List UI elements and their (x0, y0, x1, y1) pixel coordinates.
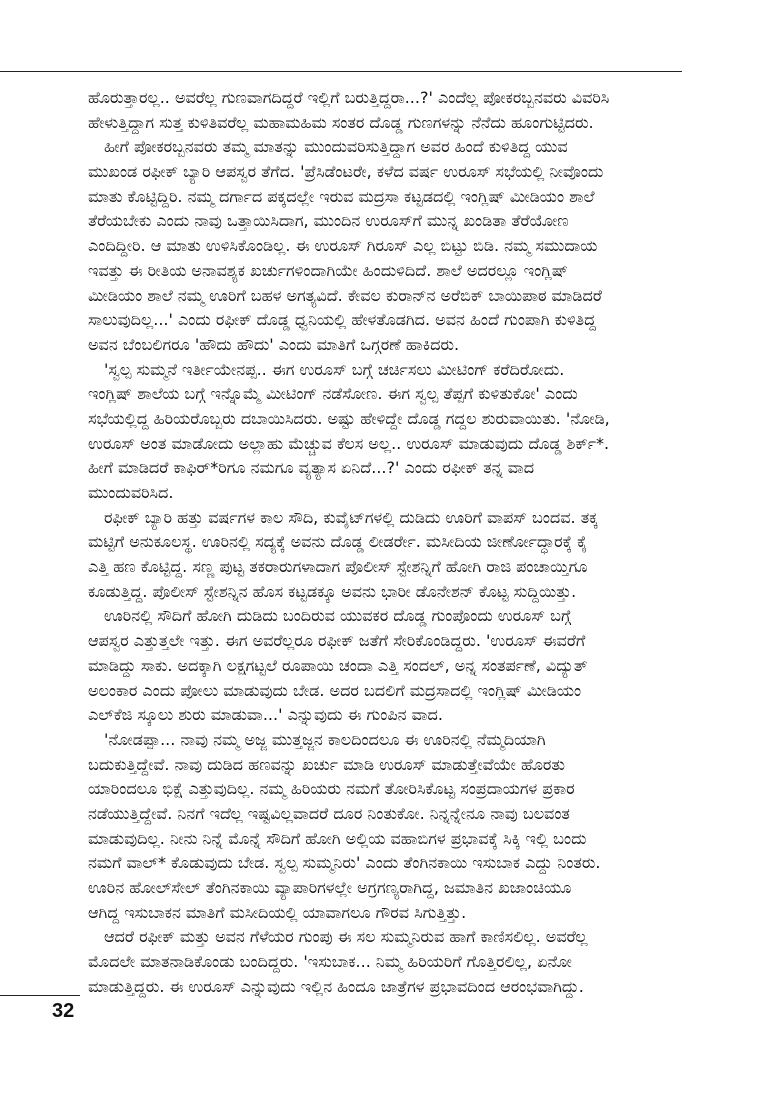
text-line: ಎತ್ತಿ ಹಣ ಕೊಟ್ಟಿದ್ದ. ಸಣ್ಣ ಪುಟ್ಟ ತಕರಾರುಗಳಾದಾಗ ಪೊಲೀಸ್ ಸ್ಟೇಶನ್ನಿಗೆ ಹೋಗಿ ರಾಜಿ ಪಂಚಾಯ್ತಿಗೂ (88, 557, 588, 577)
text-line: ಇಂಗ್ಲಿಷ್ ಶಾಲೆಯ ಬಗ್ಗೆ ಇನ್ನೊಮ್ಮೆ ಮೀಟಿಂಗ್ ನಡೆಸೋಣ. ಈಗ ಸ್ವಲ್ಪ ತೆಪ್ಪಗೆ ಕುಳಿತುಕೋ' ಎಂದು (88, 384, 578, 404)
page-number: 32 (52, 1000, 75, 1022)
text-line: ಹೇಳುತ್ತಿದ್ದಾಗ ಸುತ್ತ ಕುಳಿತಿವರೆಲ್ಲ ಮಹಾಮಹಿಮ ಸಂತರ ದೊಡ್ಡ ಗುಣಗಳನ್ನು ನೆನೆದು ಹೂಂಗುಟ್ಟಿದರು. (88, 112, 594, 132)
text-line: ಮಾಡುವುದಿಲ್ಲ. ನೀನು ನಿನ್ನೆ ಮೊನ್ನೆ ಸೌದಿಗೆ ಹೋಗಿ ಅಲ್ಲಿಯ ವಹಾಬಿಗಳ ಪ್ರಭಾವಕ್ಕೆ ಸಿಕ್ಕಿ ಇಲ್ಲಿ ಬಂದು (88, 828, 587, 848)
text-line: ಊರಿನ ಹೋಲ್‌ಸೇಲ್ ತೆಂಗಿನಕಾಯಿ ವ್ಯಾಪಾರಿಗಳಲ್ಲೇ ಅಗ್ರಗಣ್ಯರಾಗಿದ್ದ, ಜಮಾತಿನ ಖಜಾಂಚಿಯೂ (88, 878, 572, 897)
text-line: ಎಂದಿದ್ದೀರಿ. ಆ ಮಾತು ಉಳಿಸಿಕೊಂಡಿಲ್ಲ. ಈ ಉರೂಸ್ ಗಿರೂಸ್ ಎಲ್ಲ ಬಿಟ್ಟು ಬಿಡಿ. ನಮ್ಮ ಸಮುದಾಯ (88, 236, 598, 256)
text-line: ಬದುಕುತ್ತಿದ್ದೇವೆ. ನಾವು ದುಡಿದ ಹಣವನ್ನು ಖರ್ಚು ಮಾಡಿ ಉರೂಸ್ ಮಾಡುತ್ತೇವೆಯೇ ಹೊರತು (88, 754, 565, 774)
text-line: ಊರಿನಲ್ಲಿ ಸೌದಿಗೆ ಹೋಗಿ ದುಡಿದು ಬಂದಿರುವ ಯುವಕರ ದೊಡ್ಡ ಗುಂಪೊಂದು ಉರೂಸ್ ಬಗ್ಗೆ (104, 606, 572, 626)
text-line: ರಫೀಕ್ ಬ್ಯಾರಿ ಹತ್ತು ವರ್ಷಗಳ ಕಾಲ ಸೌದಿ, ಕುವೈಟ್‌ಗಳಲ್ಲಿ ದುಡಿದು ಊರಿಗೆ ವಾಪಸ್ ಬಂದವ. ತಕ್ಕ (104, 507, 598, 527)
text-line: ಆದರೆ ರಫೀಕ್ ಮತ್ತು ಅವನ ಗೆಳೆಯರ ಗುಂಪು ಈ ಸಲ ಸುಮ್ಮನಿರುವ ಹಾಗೆ ಕಾಣಿಸಲಿಲ್ಲ. ಅವರೆಲ್ಲ (104, 927, 588, 947)
text-line: ಇವತ್ತು ಈ ರೀತಿಯ ಅನಾವಶ್ಯಕ ಖರ್ಚುಗಳಿಂದಾಗಿಯೇ ಹಿಂದುಳಿದಿದೆ. ಶಾಲೆ ಅದರಲ್ಲೂ ಇಂಗ್ಲಿಷ್ (88, 260, 568, 280)
text-line: ಮುಖಂಡ ರಫೀಕ್ ಬ್ಯಾರಿ ಆಪಸ್ವರ ತೆಗೆದ. 'ಪ್ರೆಸಿಡೆಂಟರೇ, ಕಳೆದ ವರ್ಷ ಉರೂಸ್ ಸಭೆಯಲ್ಲಿ ನೀವೊಂದು (88, 162, 604, 182)
text-line: ನಡೆಯುತ್ತಿದ್ದೇವೆ. ನಿನಗೆ ಇದೆಲ್ಲ ಇಷ್ಟವಿಲ್ಲವಾದರೆ ದೂರ ನಿಂತುಕೋ. ನಿನ್ನನ್ನೇನೂ ನಾವು ಬಲವಂತ (88, 803, 570, 823)
text-line: ಸಾಲುವುದಿಲ್ಲ...' ಎಂದು ರಫೀಕ್ ದೊಡ್ಡ ಧ್ವನಿಯಲ್ಲಿ ಹೇಳತೊಡಗಿದ. ಅವನ ಹಿಂದೆ ಗುಂಪಾಗಿ ಕುಳಿತಿದ್ದ (88, 310, 596, 330)
text-line: ಮೀಡಿಯಂ ಶಾಲೆ ನಮ್ಮ ಊರಿಗೆ ಬಹಳ ಅಗತ್ಯವಿದೆ. ಕೇವಲ ಕುರಾನ್‌ನ ಅರೆಬಿಕ್ ಬಾಯಿಪಾಠ ಮಾಡಿದರೆ (88, 285, 602, 305)
text-line: ಕೂಡುತ್ತಿದ್ದ. ಪೊಲೀಸ್ ಸ್ಟೇಶನ್ನಿನ ಹೊಸ ಕಟ್ಟಡಕ್ಕೂ ಅವನು ಭಾರೀ ಡೊನೇಶನ್ ಕೊಟ್ಟ ಸುದ್ದಿಯಿತ್ತು. (88, 581, 577, 601)
text-line: ಉರೂಸ್ ಅಂತ ಮಾಡೋದು ಅಲ್ಲಾಹು ಮೆಚ್ಚುವ ಕೆಲಸ ಅಲ್ಲ.. ಉರೂಸ್ ಮಾಡುವುದು ದೊಡ್ಡ ಶಿರ್ಕ್*. (88, 433, 610, 453)
text-line: ಅಲಂಕಾರ ಎಂದು ಪೋಲು ಮಾಡುವುದು ಬೇಡ. ಅದರ ಬದಲಿಗೆ ಮದ್ರಸಾದಲ್ಲಿ ಇಂಗ್ಲಿಷ್ ಮೀಡಿಯಂ (88, 680, 582, 700)
footer-rule (0, 995, 80, 996)
text-line: ನಮಗೆ ವಾಲ್* ಕೊಡುವುದು ಬೇಡ. ಸ್ವಲ್ಪ ಸುಮ್ಮನಿರು' ಎಂದು ತೆಂಗಿನಕಾಯಿ ಇಸುಬಾಕ ಎದ್ದು ನಿಂತರು. (88, 853, 601, 873)
text-line: ತೆರೆಯಬೇಕು ಎಂದು ನಾವು ಒತ್ತಾಯಿಸಿದಾಗ, ಮುಂದಿನ ಉರೂಸ್‌ಗೆ ಮುನ್ನ ಖಂಡಿತಾ ತೆರೆಯೋಣ (88, 211, 569, 231)
text-line: ಸಭೆಯಲ್ಲಿದ್ದ ಹಿರಿಯರೊಬ್ಬರು ದಬಾಯಿಸಿದರು. ಅಷ್ಟು ಹೇಳಿದ್ದೇ ದೊಡ್ಡ ಗದ್ದಲ ಶುರುವಾಯಿತು. 'ನೋಡಿ, (88, 408, 610, 428)
text-line: ಮಟ್ಟಿಗೆ ಅನುಕೂಲಸ್ಥ. ಊರಿನಲ್ಲಿ ಸದ್ಯಕ್ಕೆ ಅವನು ದೊಡ್ಡ ಲೀಡರ್ರೇ. ಮಸೀದಿಯ ಜೀರ್ಣೋದ್ಧಾರಕ್ಕೆ ಕೈ (88, 532, 588, 552)
text-line: 'ಸ್ವಲ್ಪ ಸುಮ್ಮನೆ ಇರ್ತೀಯೇನಪ್ಪ.. ಈಗ ಉರೂಸ್ ಬಗ್ಗೆ ಚರ್ಚಿಸಲು ಮೀಟಿಂಗ್ ಕರೆದಿರೋದು. (104, 359, 565, 379)
text-line: ಎಲ್‌ಕೆಜಿ ಸ್ಕೂಲು ಶುರು ಮಾಡುವಾ...' ಎನ್ನುವುದು ಈ ಗುಂಪಿನ ವಾದ. (88, 705, 443, 725)
text-line: ಹೀಗೆ ಮಾಡಿದರೆ ಕಾಫಿರ್*ರಿಗೂ ನಮಗೂ ವ್ಯತ್ಯಾಸ ಏನಿದೆ...?' ಎಂದು ರಫೀಕ್ ತನ್ನ ವಾದ (88, 458, 535, 478)
text-line: ಹೊರುತ್ತಾರಲ್ಲ.. ಅವರೆಲ್ಲ ಗುಣವಾಗದಿದ್ದರೆ ಇಲ್ಲಿಗೆ ಬರುತ್ತಿದ್ದರಾ...?' ಎಂದೆಲ್ಲ ಪೋಕರಬ್ಬನವರು ವಿವರಿಸಿ (88, 88, 610, 107)
text-line: ಆಗಿದ್ದ ಇಸುಬಾಕನ ಮಾತಿಗೆ ಮಸೀದಿಯಲ್ಲಿ ಯಾವಾಗಲೂ ಗೌರವ ಸಿಗುತ್ತಿತ್ತು. (88, 902, 467, 922)
text-line: ಹೀಗೆ ಪೋಕರಬ್ಬನವರು ತಮ್ಮ ಮಾತನ್ನು ಮುಂದುವರಿಸುತ್ತಿದ್ದಾಗ ಅವರ ಹಿಂದೆ ಕುಳಿತಿದ್ದ ಯುವ (104, 137, 568, 157)
text-line: ಮಾತು ಕೊಟ್ಟಿದ್ದಿರಿ. ನಮ್ಮ ದರ್ಗಾದ ಪಕ್ಕದಲ್ಲೇ ಇರುವ ಮದ್ರಸಾ ಕಟ್ಟಡದಲ್ಲಿ ಇಂಗ್ಲಿಷ್ ಮೀಡಿಯಂ ಶಾಲೆ (88, 186, 595, 206)
text-line: ಮುಂದುವರಿಸಿದ. (88, 483, 174, 502)
header-rule (0, 71, 682, 72)
text-line: ಅವನ ಬೆಂಬಲಿಗರೂ 'ಹೌದು ಹೌದು' ಎಂದು ಮಾತಿಗೆ ಒಗ್ಗರಣೆ ಹಾಕಿದರು. (88, 334, 460, 354)
text-line: ಆಪಸ್ವರ ಎತ್ತುತ್ತಲೇ ಇತ್ತು. ಈಗ ಅವರೆಲ್ಲರೂ ರಫೀಕ್ ಜತೆಗೆ ಸೇರಿಕೊಂಡಿದ್ದರು. 'ಉರೂಸ್ ಈವರೆಗೆ (88, 631, 586, 651)
text-line: ಮೊದಲೇ ಮಾತನಾಡಿಕೊಂಡು ಬಂದಿದ್ದರು. 'ಇಸುಬಾಕ... ನಿಮ್ಮ ಹಿರಿಯರಿಗೆ ಗೊತ್ತಿರಲಿಲ್ಲ, ಏನೋ (88, 952, 572, 972)
text-line: ಮಾಡಿದ್ದು ಸಾಕು. ಅದಕ್ಕಾಗಿ ಲಕ್ಷಗಟ್ಟಲೆ ರೂಪಾಯಿ ಚಂದಾ ಎತ್ತಿ ಸಂದಲ್, ಅನ್ನ ಸಂತರ್ಪಣೆ, ವಿದ್ಯುತ್ (88, 655, 588, 675)
text-line: 'ನೋಡಪ್ಪಾ... ನಾವು ನಮ್ಮ ಅಜ್ಜ ಮುತ್ತಜ್ಜನ ಕಾಲದಿಂದಲೂ ಈ ಊರಿನಲ್ಲಿ ನೆಮ್ಮದಿಯಾಗಿ (104, 729, 546, 749)
text-line: ಮಾಡುತ್ತಿದ್ದರು. ಈ ಉರೂಸ್ ಎನ್ನುವುದು ಇಲ್ಲಿನ ಹಿಂದೂ ಜಾತ್ರೆಗಳ ಪ್ರಭಾವದಿಂದ ಆರಂಭವಾಗಿದ್ದು. (88, 976, 584, 996)
page-body-text (88, 86, 682, 999)
text-line: ಯಾರಿಂದಲೂ ಭಿಕ್ಷೆ ಎತ್ತುವುದಿಲ್ಲ. ನಮ್ಮ ಹಿರಿಯರು ನಮಗೆ ತೋರಿಸಿಕೊಟ್ಟ ಸಂಪ್ರದಾಯಗಳ ಪ್ರಕಾರ (88, 779, 575, 799)
